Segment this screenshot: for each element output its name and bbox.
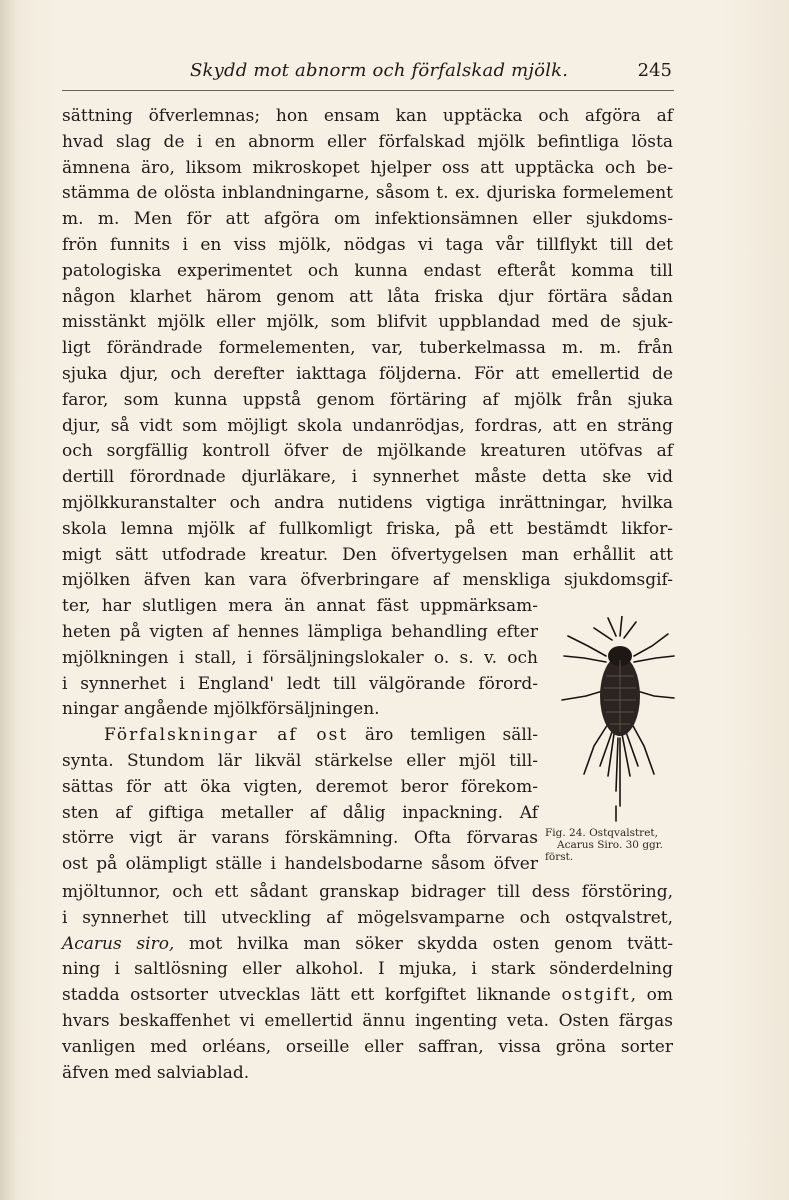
text-line: mjölkningen i stall, i försäljningslokaler o. s. v. och bbox=[62, 647, 538, 668]
running-title: Skydd mot abnorm och förfalskad mjölk. bbox=[190, 60, 569, 81]
text-line: sättas för att öka vigten, deremot beror förekom- bbox=[62, 776, 538, 797]
text-line: och sorgfällig kontroll öfver de mjölkande kreaturen utöfvas af bbox=[62, 441, 673, 462]
text-line: hvars beskaffenhet vi emellertid ännu ingenting veta. Osten färgas bbox=[62, 1010, 673, 1031]
text-line: sjuka djur, och derefter iakttaga följderna. För att emellertid de bbox=[62, 363, 673, 384]
mite-drawing bbox=[550, 616, 678, 826]
running-header bbox=[62, 58, 674, 91]
page-number: 245 bbox=[637, 60, 672, 81]
text-line: synta. Stundom lär likväl stärkelse eller mjöl till- bbox=[62, 750, 538, 771]
text-line: ning i saltlösning eller alkohol. I mjuka, i stark sönderdelning bbox=[62, 959, 673, 980]
text-line: misstänkt mjölk eller mjölk, som blifvit uppblandad med de sjuk- bbox=[62, 312, 673, 333]
text-line: ter, har slutligen mera än annat fäst uppmärksam- bbox=[62, 596, 538, 617]
text-fragment: äro temligen säll- bbox=[364, 725, 538, 746]
text-line: i synnerhet till utveckling af mögelsvamparne och ostqvalstret, bbox=[62, 907, 673, 928]
text-line: sättning öfverlemnas; hon ensam kan upptäcka och afgöra af bbox=[62, 106, 673, 126]
caption-line: Acarus Siro. 30 ggr. bbox=[557, 839, 663, 851]
body-text-lower bbox=[62, 880, 673, 1086]
text-line: någon klarhet härom genom att låta friska djur förtära sådan bbox=[62, 286, 673, 307]
caption-line: Fig. 24. Ostqvalstret, bbox=[545, 827, 658, 839]
text-line: frön funnits i en viss mjölk, nödgas vi taga vår tillflykt till det bbox=[62, 234, 673, 255]
caption-line: först. bbox=[545, 851, 574, 863]
section-keyword: Förfalskningar af ost bbox=[104, 725, 349, 746]
figure-caption bbox=[545, 827, 679, 863]
text-line: sten af giftiga metaller af dålig inpackning. Af bbox=[62, 802, 538, 823]
text-line: stämma de olösta inblandningarne, såsom t. ex. djuriska formelement bbox=[62, 183, 673, 204]
text-line: dertill förordnade djurläkare, i synnerhet måste detta ske vid bbox=[62, 467, 673, 488]
text-line-keyword bbox=[62, 983, 673, 1009]
mite-illustration-icon bbox=[550, 616, 678, 826]
text-line: äfven med salviablad. bbox=[62, 1062, 250, 1083]
text-line: mjöltunnor, och ett sådant granskap bidrager till dess förstöring, bbox=[62, 882, 673, 902]
section-start-line bbox=[62, 723, 538, 749]
species-name: Acarus siro, bbox=[62, 933, 175, 954]
text-line: ligt förändrade formelementen, var, tuberkelmassa m. m. från bbox=[62, 338, 673, 359]
text-line: djur, så vidt som möjligt skola undanrödjas, fordras, att en sträng bbox=[62, 415, 673, 436]
text-line: patologiska experimentet och kunna endast efteråt komma till bbox=[62, 260, 673, 281]
text-fragment: mot hvilka man söker skydda osten genom tvätt- bbox=[174, 933, 673, 954]
text-line: vanligen med orléans, orseille eller saffran, vissa gröna sorter bbox=[62, 1036, 673, 1057]
text-line: skola lemna mjölk af fullkomligt friska, på ett bestämdt likfor- bbox=[62, 518, 673, 539]
text-line: hvad slag de i en abnorm eller förfalskad mjölk befintliga lösta bbox=[62, 131, 673, 152]
text-line-species bbox=[62, 932, 673, 958]
text-line: ost på olämpligt ställe i handelsbodarne såsom öfver bbox=[62, 854, 538, 875]
text-fragment: stadda ostsorter utvecklas lätt ett korfgiftet liknande bbox=[62, 985, 562, 1006]
text-line: migt sätt utfodrade kreatur. Den öfvertygelsen man erhållit att bbox=[62, 544, 673, 565]
text-line: i synnerhet i England' ledt till välgörande förord- bbox=[62, 673, 538, 694]
text-fragment: , om bbox=[630, 985, 673, 1006]
text-line: m. m. Men för att afgöra om infektionsämnen eller sjukdoms- bbox=[62, 209, 673, 230]
text-line: ämnena äro, liksom mikroskopet hjelper oss att upptäcka och be- bbox=[62, 157, 673, 178]
text-line: mjölkkuranstalter och andra nutidens vigtiga inrättningar, hvilka bbox=[62, 492, 673, 513]
text-line: större vigt är varans förskämning. Ofta förvaras bbox=[62, 828, 538, 849]
text-line: ningar angående mjölkförsäljningen. bbox=[62, 699, 380, 720]
keyword-ostgift: ostgift bbox=[561, 985, 631, 1006]
text-line: heten på vigten af hennes lämpliga behandling efter bbox=[62, 621, 538, 642]
text-line: mjölken äfven kan vara öfverbringare af menskliga sjukdomsgif- bbox=[62, 570, 673, 591]
text-line: faror, som kunna uppstå genom förtäring af mjölk från sjuka bbox=[62, 389, 673, 410]
